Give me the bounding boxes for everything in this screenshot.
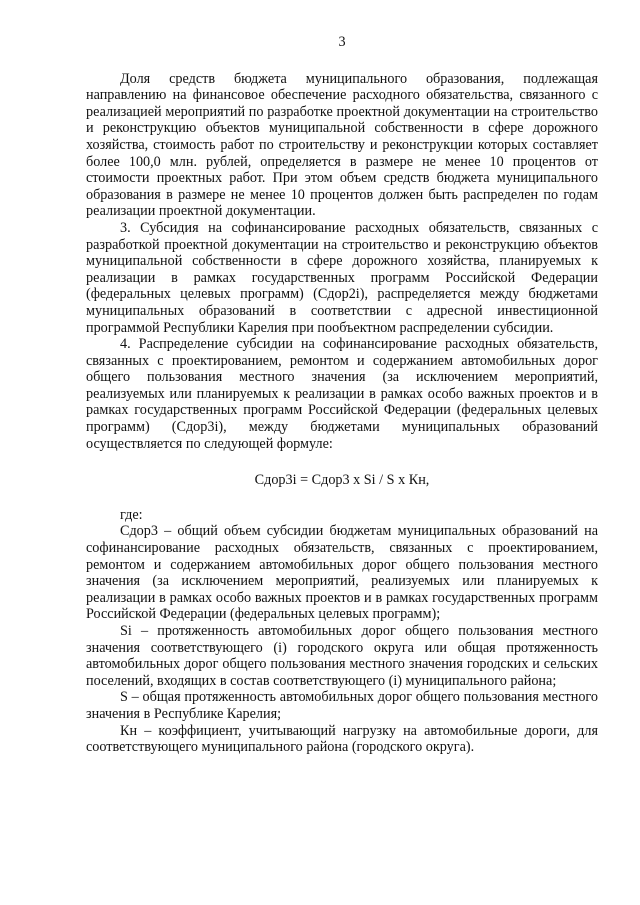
definition-si: Si – протяженность автомобильных дорог общего пользования местного значения соответствующего (i) городского округа или общая протяженность автомобильных дорог общего пользования местного значения городских и сельских поселений, входящих в состав соответствующего (i) муниципального района;	[86, 623, 598, 689]
page-number: 3	[338, 34, 346, 50]
definition-sdor3: Сдор3 – общий объем субсидии бюджетам муниципальных образований на софинансирование расходных обязательств, связанных с проектированием, ремонтом и содержанием автомобильных дорог общего пользования местного значения (за исключением мероприятий, реализуемых или планируемых к реализации в рамках особо важных проектов и в рамках государственных программ Российской Федерации (федеральных целевых программ);	[86, 523, 598, 623]
paragraph-item-4: 4. Распределение субсидии на софинансирование расходных обязательств, связанных с проектированием, ремонтом и содержанием автомобильных дорог общего пользования местного значения (за исключением мероприятий, реализуемых или планируемых к реализации в рамках особо важных проектов и в рамках государственных программ Российской Федерации (федеральных целевых программ) (Сдор3i), между бюджетами муниципальных образований осуществляется по следующей формуле:	[86, 336, 598, 452]
paragraph-item-3: 3. Субсидия на софинансирование расходных обязательств, связанных с разработкой проектной документации на строительство и реконструкцию объектов муниципальной собственности в сфере дорожного хозяйства, планируемых к реализации в рамках государственных программ Российской Федерации (федеральных целевых программ) (Сдор2i), распределяется между бюджетами муниципальных образований в соответствии с адресной инвестиционной программой Республики Карелия при пообъектном распределении субсидии.	[86, 219, 598, 336]
paragraph-budget-share: Доля средств бюджета муниципального образования, подлежащая направлению на финансовое обеспечение расходного обязательства, связанного с реализацией мероприятий по разработке проектной документации на строительство и реконструкцию объектов муниципальной собственности в сфере дорожного хозяйства, стоимость работ по строительству и реконструкции которых составляет более 100,0 млн. рублей, определяется в размере не менее 10 процентов от стоимости проектных работ. При этом объем средств бюджета муниципального образования в размере не менее 10 процентов должен быть распределен по годам реализации проектной документации.	[86, 70, 598, 220]
definition-kn: Кн – коэффициент, учитывающий нагрузку на автомобильные дороги, для соответствующего муниципального района (городского округа).	[86, 722, 598, 756]
definition-s: S – общая протяженность автомобильных дорог общего пользования местного значения в Республике Карелия;	[86, 689, 598, 722]
formula: Сдор3i = Сдор3 х Si / S х Кн,	[254, 472, 430, 489]
where-label: где:	[120, 506, 143, 523]
